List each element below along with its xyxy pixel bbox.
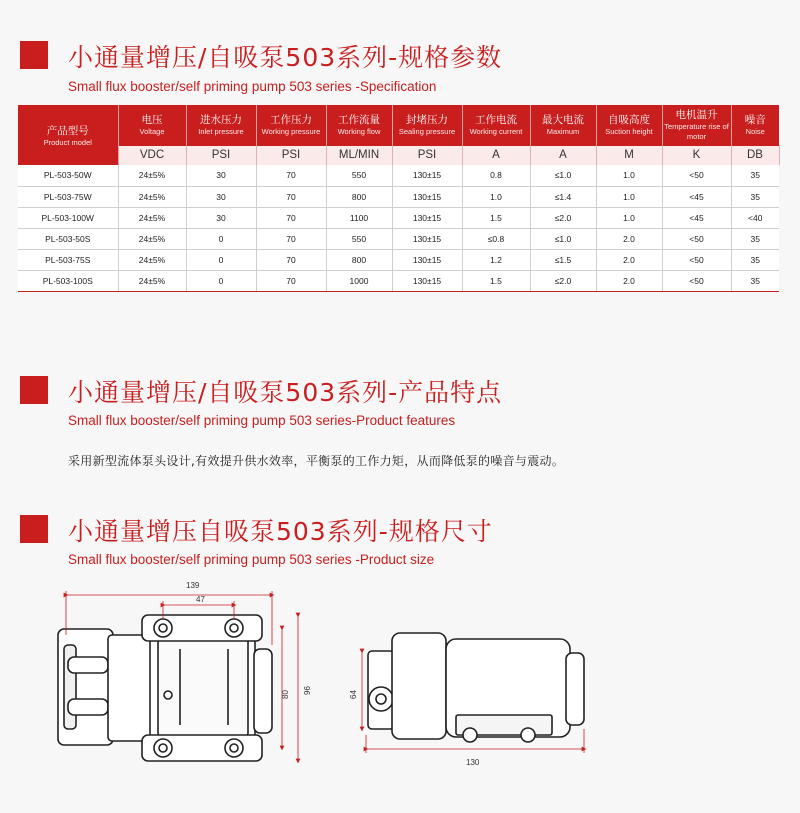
table-cell: 70 — [256, 270, 326, 291]
table-cell: 35 — [731, 186, 779, 207]
table-row — [18, 186, 779, 207]
table-cell: 800 — [326, 249, 392, 270]
table-cell: PL-503-75W — [18, 186, 118, 207]
table-cell: 35 — [731, 228, 779, 249]
table-cell: <45 — [662, 186, 731, 207]
column-header — [256, 105, 326, 145]
table-cell: 24±5% — [118, 165, 186, 186]
header-cn: 工作流量 — [338, 114, 380, 127]
features-subtitle: Small flux booster/self priming pump 503 series-Product features — [68, 413, 456, 428]
spec-title: 小通量增压/自吸泵503系列-规格参数 — [68, 43, 503, 72]
table-cell: <40 — [731, 207, 779, 228]
dim-front-inner: 47 — [196, 595, 205, 604]
unit-header: A — [462, 145, 530, 165]
dim-front-h1: 80 — [281, 690, 290, 699]
column-header — [118, 105, 186, 145]
table-cell: 70 — [256, 165, 326, 186]
dim-side-height: 64 — [349, 690, 358, 699]
unit-header: ML/MIN — [326, 145, 392, 165]
size-subtitle: Small flux booster/self priming pump 503 series -Product size — [68, 552, 435, 567]
table-cell: 35 — [731, 249, 779, 270]
header-cn: 产品型号 — [46, 124, 89, 137]
unit-header: DB — [731, 145, 779, 165]
column-header — [326, 105, 392, 145]
table-cell: <45 — [662, 207, 731, 228]
table-cell: ≤2.0 — [530, 270, 596, 291]
table-cell: <50 — [662, 228, 731, 249]
table-cell: ≤1.0 — [530, 165, 596, 186]
header-en: Maximum — [546, 127, 580, 137]
column-header — [530, 105, 596, 145]
table-cell: 800 — [326, 186, 392, 207]
header-en: Voltage — [139, 127, 165, 137]
header-en: Product model — [43, 137, 92, 147]
table-cell: 70 — [256, 249, 326, 270]
front-view — [58, 615, 272, 761]
table-cell: 1000 — [326, 270, 392, 291]
table-cell: ≤2.0 — [530, 207, 596, 228]
spec-subtitle: Small flux booster/self priming pump 503 series -Specification — [68, 79, 437, 94]
unit-header: VDC — [118, 145, 186, 165]
header-en: Working flow — [337, 127, 381, 137]
table-cell: 130±15 — [392, 270, 462, 291]
section-marker — [20, 376, 48, 404]
table-cell: 130±15 — [392, 249, 462, 270]
table-cell: 0 — [186, 249, 256, 270]
table-cell: 1.2 — [462, 249, 530, 270]
table-row — [18, 228, 779, 249]
section-marker — [20, 41, 48, 69]
table-cell: ≤1.5 — [530, 249, 596, 270]
table-cell: 1.0 — [462, 186, 530, 207]
header-cn: 电机温升 — [675, 109, 718, 122]
header-en: Sealing pressure — [398, 127, 456, 137]
header-cn: 电压 — [141, 114, 163, 127]
table-row — [18, 270, 779, 291]
column-header — [392, 105, 462, 145]
table-cell: 550 — [326, 165, 392, 186]
table-cell: 0 — [186, 228, 256, 249]
section-marker — [20, 515, 48, 543]
unit-header: K — [662, 145, 731, 165]
table-cell: 1.5 — [462, 270, 530, 291]
dim-front-h2: 96 — [303, 686, 312, 695]
header-en: Inlet pressure — [198, 127, 244, 137]
header-en: Working pressure — [261, 127, 321, 137]
table-cell: ≤1.0 — [530, 228, 596, 249]
table-row — [18, 207, 779, 228]
table-cell: 2.0 — [596, 228, 662, 249]
table-cell: 2.0 — [596, 249, 662, 270]
table-cell: <50 — [662, 270, 731, 291]
table-cell: 70 — [256, 186, 326, 207]
table-cell: ≤0.8 — [462, 228, 530, 249]
table-cell: 30 — [186, 207, 256, 228]
table-cell: 1.5 — [462, 207, 530, 228]
header-cn: 工作压力 — [270, 114, 312, 127]
size-title: 小通量增压自吸泵503系列-规格尺寸 — [68, 517, 493, 546]
unit-header: M — [596, 145, 662, 165]
table-row — [18, 165, 779, 186]
table-cell: 130±15 — [392, 165, 462, 186]
table-cell: 24±5% — [118, 249, 186, 270]
dim-side-length: 130 — [466, 758, 480, 767]
features-text: 采用新型流体泵头设计,有效提升供水效率，平衡泵的工作力矩，从而降低泵的噪音与震动。 — [68, 454, 565, 468]
column-header — [662, 105, 731, 145]
table-cell: 30 — [186, 186, 256, 207]
table-cell: PL-503-100W — [18, 207, 118, 228]
header-cn: 工作电流 — [475, 114, 517, 127]
table-cell: PL-503-100S — [18, 270, 118, 291]
features-title: 小通量增压/自吸泵503系列-产品特点 — [68, 378, 503, 407]
unit-header: PSI — [256, 145, 326, 165]
dim-front-width: 139 — [186, 581, 200, 590]
header-en: Noise — [745, 127, 765, 137]
column-header — [731, 105, 779, 145]
column-header — [462, 105, 530, 145]
table-cell: 24±5% — [118, 207, 186, 228]
unit-header: PSI — [186, 145, 256, 165]
column-header — [18, 105, 118, 165]
table-cell: 24±5% — [118, 228, 186, 249]
header-cn: 封堵压力 — [406, 114, 448, 127]
table-cell: PL-503-75S — [18, 249, 118, 270]
table-cell: 35 — [731, 165, 779, 186]
table-cell: 1.0 — [596, 207, 662, 228]
table-cell: 0 — [186, 270, 256, 291]
column-header — [596, 105, 662, 145]
table-cell: ≤1.4 — [530, 186, 596, 207]
table-cell: PL-503-50S — [18, 228, 118, 249]
unit-header: PSI — [392, 145, 462, 165]
table-cell: 70 — [256, 228, 326, 249]
table-row — [18, 249, 779, 270]
table-cell: 1100 — [326, 207, 392, 228]
header-en: Suction height — [605, 127, 653, 137]
header-en: Temperature rise of motor — [664, 122, 729, 142]
table-cell: PL-503-50W — [18, 165, 118, 186]
table-cell: <50 — [662, 165, 731, 186]
table-cell: 130±15 — [392, 228, 462, 249]
table-cell: 1.0 — [596, 186, 662, 207]
table-cell: 24±5% — [118, 186, 186, 207]
table-cell: <50 — [662, 249, 731, 270]
header-cn: 进水压力 — [200, 114, 242, 127]
table-cell: 70 — [256, 207, 326, 228]
table-cell: 130±15 — [392, 207, 462, 228]
header-cn: 最大电流 — [542, 114, 584, 127]
table-cell: 0.8 — [462, 165, 530, 186]
table-cell: 2.0 — [596, 270, 662, 291]
side-view — [368, 633, 584, 742]
pump-dimension-drawing — [0, 575, 800, 813]
header-en: Working current — [469, 127, 523, 137]
header-cn: 噪音 — [744, 114, 766, 127]
table-cell: 30 — [186, 165, 256, 186]
header-cn: 自吸高度 — [608, 114, 650, 127]
spec-table — [18, 105, 780, 292]
unit-header: A — [530, 145, 596, 165]
table-cell: 1.0 — [596, 165, 662, 186]
table-cell: 24±5% — [118, 270, 186, 291]
table-cell: 550 — [326, 228, 392, 249]
table-cell: 130±15 — [392, 186, 462, 207]
table-cell: 35 — [731, 270, 779, 291]
column-header — [186, 105, 256, 145]
